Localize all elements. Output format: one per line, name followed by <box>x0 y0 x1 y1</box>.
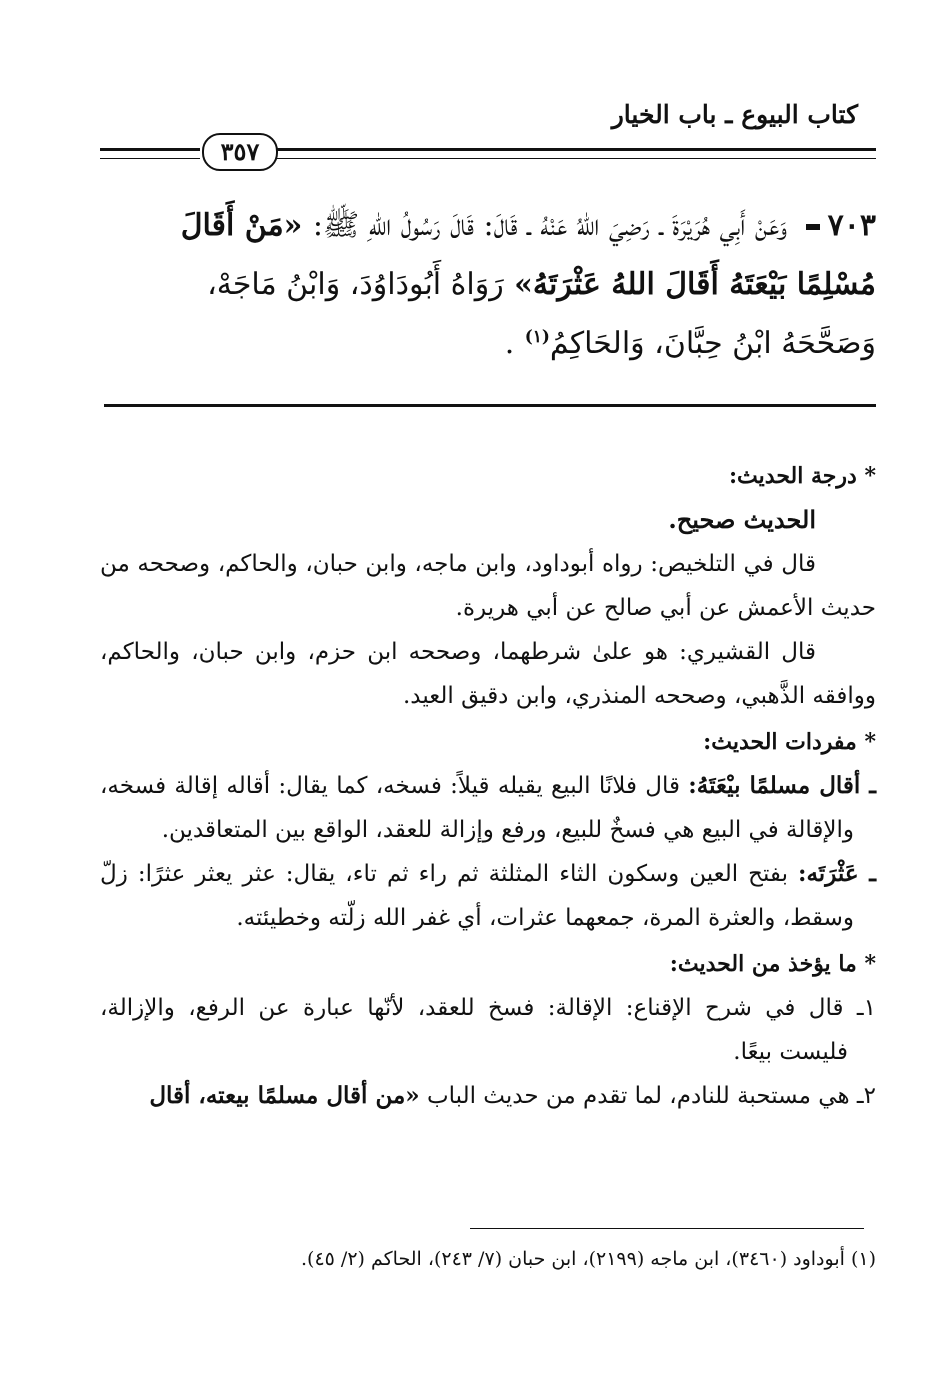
heading-vocabulary: * مفردات الحديث: <box>703 729 876 755</box>
hadith-intro: وَعَنْ أَبِي هُرَيْرَةَ ـ رَضِيَ اللهُ عَنْهُ ـ قَالَ: قَالَ رَسُولُ اللهِ ﷺ: <box>312 208 788 243</box>
footnote-ref[interactable]: (١) <box>524 327 550 347</box>
hadith-number: ٧٠٣ <box>827 208 876 243</box>
commentary <box>100 452 876 1118</box>
lesson-text: ٢ـ هي مستحبة للنادم، لما تقدم من حديث الباب <box>426 1083 876 1109</box>
running-title: كتاب البيوع ـ باب الخيار <box>611 100 858 129</box>
lesson-item <box>100 986 876 1074</box>
heading-lessons: * ما يؤخذ من الحديث: <box>669 951 876 977</box>
vocab-definition: بفتح العين وسكون الثاء المثلثة ثم راء ثم تاء، يقال: عثر يعثر عثرًا: زلّ وسقط، والعثرة المرة، جمعهما عثرات، أي غفر الله زلّته وخطيئته. <box>100 861 854 931</box>
hadith-grade-verdict: الحديث صحيح. <box>668 505 816 534</box>
vocab-item <box>100 852 876 940</box>
hadith-takhrij: رَوَاهُ أَبُودَاوُدَ، وَابْنُ مَاجَهْ، وَصَحَّحَهُ ابْنُ حِبَّانَ، وَالحَاكِمُ <box>207 267 876 361</box>
grade-paragraph-2: قال القشيري: هو علىٰ شرطهما، وصححه ابن حزم، وابن حبان، والحاكم، ووافقه الذَّهبي، وصححه المنذري، وابن دقيق العيد. <box>100 639 876 709</box>
vocab-item <box>100 764 876 852</box>
header-rule-left <box>100 148 200 159</box>
lesson-item <box>100 1074 876 1118</box>
hadith-block <box>106 196 876 373</box>
footnote: (١) أبوداود (٣٤٦٠)، ابن ماجه (٢١٩٩)، ابن حبان (٧/ ٢٤٣)، الحاكم (٢/ ٤٥). <box>300 1248 876 1270</box>
header-rule-right <box>276 148 876 159</box>
hadith-matn: «مَنْ أَقَالَ مُسْلِمًا بَيْعَتَهُ أَقَالَ اللهُ عَثْرَتَهُ» <box>180 208 876 302</box>
lesson-text: ١ـ قال في شرح الإقناع: الإقالة: فسخ للعقد، لأنّها عبارة عن الرفع، والإزالة، فليست بيعًا. <box>100 995 876 1065</box>
hadith-end: . <box>504 326 515 361</box>
hadith-dash <box>806 224 820 230</box>
vocab-term: ـ عَثْرَتَه: <box>797 860 876 887</box>
vocab-term: ـ أقال مسلمًا بيْعَتَهُ: <box>688 772 877 799</box>
page-number: ٣٥٧ <box>202 133 278 171</box>
grade-paragraph-1: قال في التلخيص: رواه أبوداود، وابن ماجه، وابن حبان، والحاكم، وصححه من حديث الأعمش عن أبي صالح عن أبي هريرة. <box>100 551 876 621</box>
lesson-quote: «من أقال مسلمًا بيعته، أقال <box>149 1082 420 1109</box>
heading-hadith-grade: * درجة الحديث: <box>728 463 876 489</box>
section-divider <box>104 404 876 407</box>
footnote-rule <box>470 1228 864 1229</box>
vocab-definition: قال فلانًا البيع يقيله قيلاً: فسخه، كما يقال: أقاله إقالة فسخه، والإقالة في البيع هي فسخٌ للبيع، ورفع وإزالة للعقد، الواقع بين المتعاقدين. <box>100 773 854 843</box>
